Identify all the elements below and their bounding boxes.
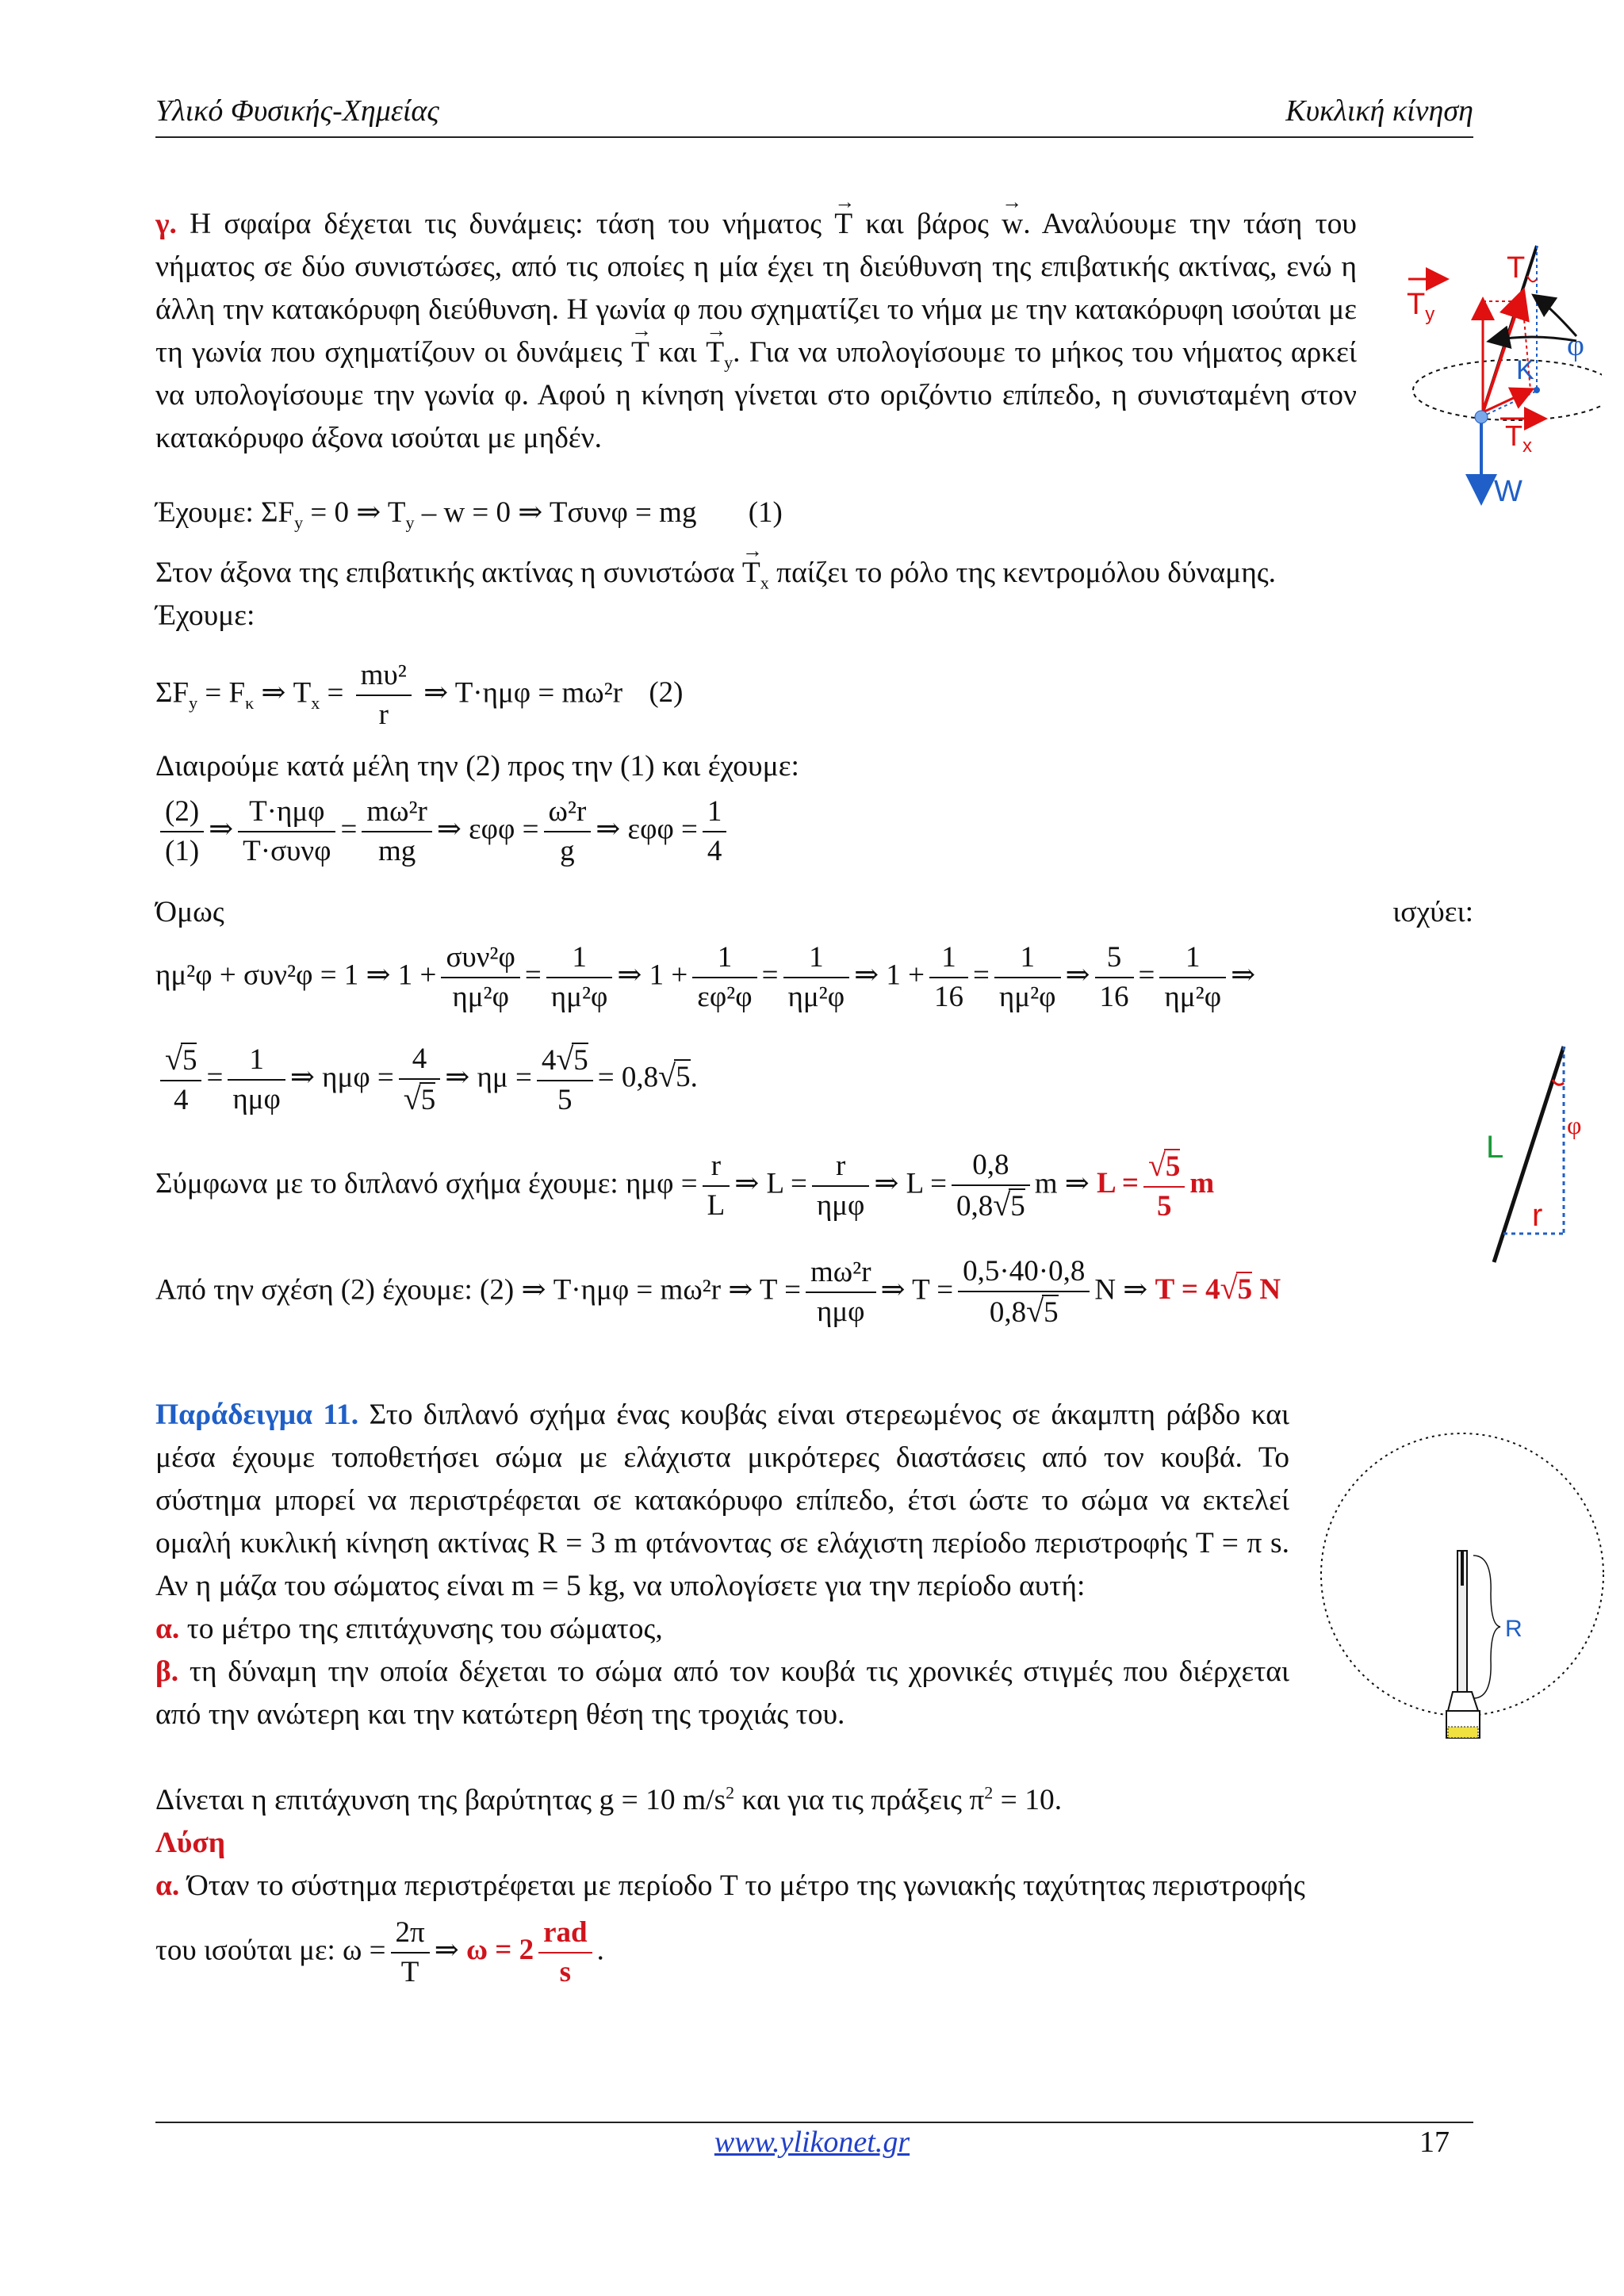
- fraction: [929, 939, 968, 1016]
- fraction: [1095, 939, 1134, 1016]
- hypotenuse-L: [1494, 1047, 1564, 1262]
- fraction: [362, 793, 432, 871]
- text: ⇒ ημφ =: [289, 1061, 394, 1094]
- denominator: √5: [403, 1081, 436, 1116]
- given-data: [155, 1779, 1473, 1908]
- text: Έχουμε: ΣF: [155, 496, 295, 529]
- result-T: T = 4√5 N: [1155, 1270, 1281, 1307]
- text: το μέτρο της επιτάχυνσης του σώματος,: [179, 1613, 663, 1645]
- equation-6: [155, 1146, 1214, 1226]
- text-isxyei: ισχύει:: [1392, 896, 1473, 928]
- paragraph-tx: [155, 552, 1473, 637]
- numerator: 1: [692, 939, 756, 978]
- phi-angle-arc: [1553, 1080, 1564, 1085]
- text: ⇒ 1 +: [617, 959, 688, 992]
- equation-number: (2): [649, 676, 684, 710]
- question-b-label: β.: [155, 1655, 179, 1688]
- page-number: 17: [1419, 2126, 1450, 2159]
- text: m ⇒: [1034, 1167, 1090, 1200]
- denominator: 4: [707, 835, 722, 867]
- numerator: T·ημφ: [238, 793, 335, 832]
- label-Tx: [1505, 419, 1532, 457]
- denominator: ημ²φ: [998, 981, 1056, 1013]
- text: . Για να υπολογίσουμε το μήκος του νήματος αρκεί να υπολογίσουμε την γωνία φ. Αφού η κίνηση γίνεται στο οριζόντιο επίπεδο, η συνισταμένη στον κατακόρυφο άξονα ισούται με μηδέν.: [155, 336, 1357, 454]
- text: Η σφαίρα δέχεται τις δυνάμεις: τάση του νήματος: [176, 208, 835, 240]
- solution-a-label: α.: [155, 1869, 180, 1902]
- denominator: 4: [173, 1084, 189, 1116]
- header-right: Κυκλική κίνηση: [1285, 94, 1473, 128]
- vector-T: → T: [631, 331, 649, 374]
- text: 0,8: [989, 1296, 1027, 1329]
- fraction: [994, 939, 1061, 1016]
- denominator: ημ²φ: [452, 981, 509, 1013]
- fraction: [703, 793, 727, 871]
- fraction: [238, 793, 335, 871]
- mass-in-bucket: [1448, 1727, 1478, 1738]
- text: και βάρος: [852, 208, 1002, 240]
- label-r: r: [1532, 1198, 1543, 1233]
- denominator: T: [400, 1956, 419, 1988]
- denominator: 16: [934, 981, 964, 1013]
- equation-5: $\frac{√5}{4}$ = $\frac{1}{\text{ημφ}}$ ⇒ ημφ = $\frac{4}{√5}$ ⇒ ημ = $\frac{4√5}{5}$ = 0,8√5.: [155, 1040, 698, 1119]
- numerator: rad: [538, 1914, 592, 1954]
- fraction: [783, 939, 850, 1016]
- equation-4: ημ²φ + συν²φ = 1 ⇒ 1 + $\frac{\text{συν²φ}}{\text{ημ²φ}}$ = $\frac{1}{\text{ημ²φ}}$ ⇒ 1 + $\frac{1}{\text{εφ²φ}}$ = $\frac{1}{\text{ημ²φ}}$ ⇒ 1 + $\frac{1}{16}$ = $\frac{1}{\text{ημ²φ}}$ ⇒ $\frac{5}{16}$ = $\frac{1}{\text{ημ²φ}}$ ⇒: [155, 939, 1255, 1016]
- text: T: [741, 557, 760, 589]
- denominator: 0,8√5: [956, 1187, 1025, 1223]
- equation-number: (1): [748, 496, 783, 529]
- text: και: [649, 336, 707, 369]
- denominator: εφ²φ: [697, 981, 753, 1013]
- fraction: [160, 793, 204, 871]
- text: ⇒ L =: [874, 1167, 947, 1200]
- fraction: [441, 939, 519, 1016]
- equation-2: [155, 656, 683, 734]
- text: ⇒ 1 +: [854, 959, 925, 992]
- denominator: 5: [1156, 1190, 1172, 1223]
- text: τη δύναμη την οποία δέχεται το σώμα από τον κουβά τις χρονικές στιγμές που διέρχεται από την ανώτερη και την κατώτερη θέση της τροχιάς του.: [155, 1655, 1289, 1731]
- denominator: 5: [557, 1084, 573, 1116]
- denominator: ημ²φ: [1164, 981, 1222, 1013]
- numerator: 1: [546, 939, 613, 978]
- text: Σύμφωνα με το διπλανό σχήμα έχουμε: ημφ =: [155, 1167, 698, 1200]
- denominator: r: [378, 698, 389, 731]
- denominator: ημφ: [816, 1189, 865, 1222]
- numerator: 1: [703, 793, 727, 832]
- fraction: [391, 1914, 430, 1992]
- fraction: [537, 1040, 593, 1119]
- unit: m: [1189, 1167, 1215, 1200]
- text: ⇒ T =: [880, 1273, 954, 1307]
- subscript: x: [311, 692, 320, 713]
- denominator: T·συνφ: [243, 835, 331, 867]
- fraction: [812, 1147, 870, 1225]
- numerator: 1: [994, 939, 1061, 978]
- fraction: [228, 1041, 285, 1119]
- tension-arrow: [1483, 293, 1522, 412]
- label-phi: φ: [1567, 329, 1584, 362]
- text: – w = 0 ⇒ Tσυνφ = mg: [414, 496, 697, 529]
- numerator: r: [812, 1147, 870, 1187]
- solution-heading: Λύση: [155, 1827, 226, 1859]
- fraction: [1159, 939, 1226, 1016]
- text: παίζει το ρόλο της κεντρομόλου δύναμης.: [768, 557, 1277, 589]
- label-R: R: [1505, 1616, 1522, 1642]
- equation-3: $\frac{(2)}{(1)}$ ⇒ $\frac{\text{T·ημφ}}{\text{T·συνφ}}$ = $\frac{\text{mω²r}}{mg}$ ⇒ εφφ = $\frac{\text{ω²r}}{g}$ ⇒ εφφ = $\frac{1}{4}$: [155, 793, 731, 871]
- footer-divider: [155, 2122, 1473, 2123]
- numerator: ω²r: [544, 793, 592, 832]
- numerator: √5: [1143, 1146, 1185, 1188]
- text: .: [690, 1061, 698, 1094]
- text: T = 4: [1155, 1273, 1220, 1307]
- result-omega: [465, 1916, 597, 1988]
- text: T: [1407, 288, 1426, 321]
- text-omos: Όμως: [155, 896, 224, 928]
- text: ⇒ εφφ =: [596, 813, 698, 846]
- equation-omega: [155, 1914, 604, 1992]
- fraction: [399, 1040, 440, 1119]
- text: ΣF: [155, 676, 190, 710]
- vector-w: → w: [1002, 203, 1023, 246]
- text: Στον άξονα της επιβατικής ακτίνας η συνιστώσα: [155, 557, 742, 589]
- denominator: s: [559, 1956, 572, 1988]
- vector-Ty: [706, 331, 733, 374]
- text: .: [596, 1934, 604, 1967]
- subscript: y: [294, 512, 304, 533]
- subscript: x: [1522, 435, 1532, 457]
- radicand: 5: [1237, 1273, 1253, 1307]
- phi-pointer-2: [1491, 337, 1576, 341]
- subscript: y: [1425, 304, 1435, 325]
- unit: N: [1259, 1273, 1281, 1307]
- denominator: ημφ: [232, 1083, 281, 1115]
- numerator: 0,8: [952, 1146, 1030, 1186]
- text: και για τις πράξεις π: [734, 1784, 985, 1816]
- label-W: W: [1494, 475, 1522, 508]
- text: Όταν το σύστημα περιστρέφεται με περίοδο T το μέτρο της γωνιακής ταχύτητας περιστροφής: [179, 1869, 1305, 1902]
- numerator: 1: [1159, 939, 1226, 978]
- text: = F: [197, 676, 246, 710]
- subscript: y: [405, 512, 415, 533]
- text: ω = 2: [465, 1934, 534, 1967]
- fraction: [546, 939, 613, 1016]
- text: 4: [541, 1044, 557, 1077]
- vector-Tx: [742, 552, 769, 595]
- denominator: ημφ: [816, 1295, 865, 1328]
- bucket: [1448, 1692, 1478, 1711]
- denominator: mg: [377, 835, 416, 867]
- result-L: [1096, 1147, 1215, 1223]
- denominator: ημ²φ: [550, 981, 608, 1013]
- fraction: [356, 656, 412, 734]
- text: ⇒ εφφ =: [436, 813, 539, 846]
- fraction: [544, 793, 592, 871]
- phi-angle-arc: [1527, 276, 1537, 281]
- numerator: 4√5: [537, 1040, 593, 1081]
- numerator: 1: [929, 939, 968, 978]
- footer-url-link[interactable]: www.ylikonet.gr: [714, 2126, 910, 2159]
- text: ⇒: [434, 1934, 459, 1967]
- denominator: ημ²φ: [787, 981, 845, 1013]
- text: του ισούται με: ω =: [155, 1934, 386, 1967]
- superscript: 2: [726, 1782, 735, 1803]
- text: Στο διπλανό σχήμα ένας κουβάς είναι στερεωμένος σε άκαμπτη ράβδο και μέσα έχουμε τοποθετήσει σώμα με ελάχιστα μικρότερες διαστάσεις από τον κουβά. Το σύστημα μπορεί να περιστρέφεται σε κατακόρυφο επίπεδο, έτσι ώστε το σώμα να εκτελεί ομαλή κυκλική κίνηση ακτίνας R = 3 m φτάνοντας σε ελάχιστη περίοδο περιστροφής T = π s. Αν η μάζα του σώματος είναι m = 5 kg, να υπολογίσετε για την περίοδο αυτή:: [155, 1399, 1289, 1602]
- numerator: mω²r: [806, 1253, 876, 1293]
- part-c-label: γ.: [155, 208, 177, 240]
- fraction: [160, 1040, 201, 1119]
- superscript: 2: [984, 1782, 994, 1803]
- text: L =: [1096, 1167, 1139, 1200]
- equation-1: [155, 495, 783, 533]
- example-title: Παράδειγμα 11.: [155, 1399, 359, 1431]
- text: N ⇒: [1094, 1273, 1148, 1307]
- numerator: mυ²: [356, 656, 412, 696]
- denominator: 16: [1099, 981, 1129, 1013]
- radicand: 5: [1010, 1190, 1025, 1223]
- numerator: √5: [160, 1040, 201, 1081]
- numerator: 1: [783, 939, 850, 978]
- label-L: L: [1486, 1130, 1504, 1165]
- numerator: συν²φ: [441, 939, 519, 978]
- numerator: mω²r: [362, 793, 432, 832]
- fraction: [952, 1146, 1030, 1226]
- sphere: [1475, 411, 1488, 423]
- center-point: [1534, 387, 1540, 393]
- radius-brace: [1473, 1556, 1500, 1698]
- text: T: [706, 336, 725, 369]
- bucket-rod-figure: [1316, 1387, 1610, 1784]
- fraction: [1143, 1146, 1185, 1226]
- numerator: 0,5·40·0,8: [958, 1253, 1090, 1292]
- text: ημ²φ + συν²φ = 1 ⇒ 1 +: [155, 959, 437, 992]
- subscript: κ: [245, 692, 255, 713]
- denominator: 0,8√5: [989, 1293, 1059, 1329]
- fraction: [538, 1914, 592, 1992]
- radicand: 5: [420, 1084, 436, 1116]
- numerator: 2π: [391, 1914, 430, 1954]
- denominator: L: [707, 1189, 726, 1222]
- example-11-paragraph: [155, 1394, 1289, 1736]
- part-c-paragraph: [155, 203, 1357, 460]
- header-left: Υλικό Φυσικής-Χημείας: [155, 94, 439, 128]
- text: = 0,8: [597, 1061, 659, 1094]
- radicand: 5: [1165, 1150, 1181, 1183]
- triangle-figure: [1475, 1039, 1594, 1276]
- radicand: 5: [182, 1044, 197, 1077]
- paragraph-divide: Διαιρούμε κατά μέλη την (2) προς την (1) και έχουμε:: [155, 750, 799, 783]
- label-T: T: [1507, 251, 1526, 285]
- text: = 10.: [993, 1784, 1063, 1816]
- text: ⇒ T·ημφ = mω²r: [423, 676, 623, 710]
- text: ⇒ L =: [734, 1167, 807, 1200]
- fraction: [703, 1147, 730, 1225]
- label-Ty: [1407, 288, 1434, 325]
- header-divider: [155, 136, 1473, 138]
- text: Δίνεται η επιτάχυνση της βαρύτητας g = 10 m/s: [155, 1784, 726, 1816]
- fraction: [806, 1253, 876, 1331]
- conical-pendulum-figure: [1396, 222, 1602, 523]
- footer-link-wrap: [0, 2125, 1624, 2160]
- denominator: (1): [165, 835, 200, 867]
- circular-path: [1413, 360, 1602, 420]
- subscript: y: [189, 692, 198, 713]
- radicand: 5: [1044, 1296, 1059, 1329]
- numerator: 5: [1095, 939, 1134, 978]
- label-phi: φ: [1567, 1111, 1582, 1139]
- subscript: y: [724, 352, 733, 373]
- fraction: [692, 939, 756, 1016]
- label-K: K: [1516, 355, 1534, 385]
- text: Από την σχέση (2) έχουμε: (2) ⇒ T·ημφ = mω²r ⇒ T =: [155, 1273, 801, 1307]
- denominator: g: [560, 835, 575, 867]
- fraction: [958, 1253, 1090, 1332]
- numerator: r: [703, 1147, 730, 1187]
- question-a-label: α.: [155, 1613, 180, 1645]
- numerator: (2): [160, 793, 204, 832]
- text: =: [320, 676, 344, 710]
- text: Έχουμε:: [155, 599, 255, 632]
- numerator: 4: [399, 1040, 440, 1080]
- text: T: [1505, 419, 1522, 452]
- radicand: 5: [573, 1044, 588, 1077]
- text: ⇒ ημ =: [445, 1061, 532, 1094]
- numerator: 1: [228, 1041, 285, 1081]
- text: 0,8: [956, 1190, 994, 1223]
- text: = 0 ⇒ T: [303, 496, 406, 529]
- equation-7: [155, 1253, 1281, 1332]
- radicand: 5: [676, 1061, 691, 1094]
- text: ⇒ T: [254, 676, 312, 710]
- text: . Αναλύουμε την τάση του νήματος σε δύο συνιστώσες, από τις οποίες η μία έχει τη διεύθυνση της επιβατικής ακτίνας, ενώ η άλλη την κατακόρυφη διεύθυνση. Η γωνία φ που σχηματίζει το νήμα με την κατακόρυφη ισούται με τη γωνία που σχηματίζουν οι δυνάμεις: [155, 208, 1358, 369]
- subscript: x: [760, 572, 769, 593]
- vector-T: → T: [834, 203, 852, 246]
